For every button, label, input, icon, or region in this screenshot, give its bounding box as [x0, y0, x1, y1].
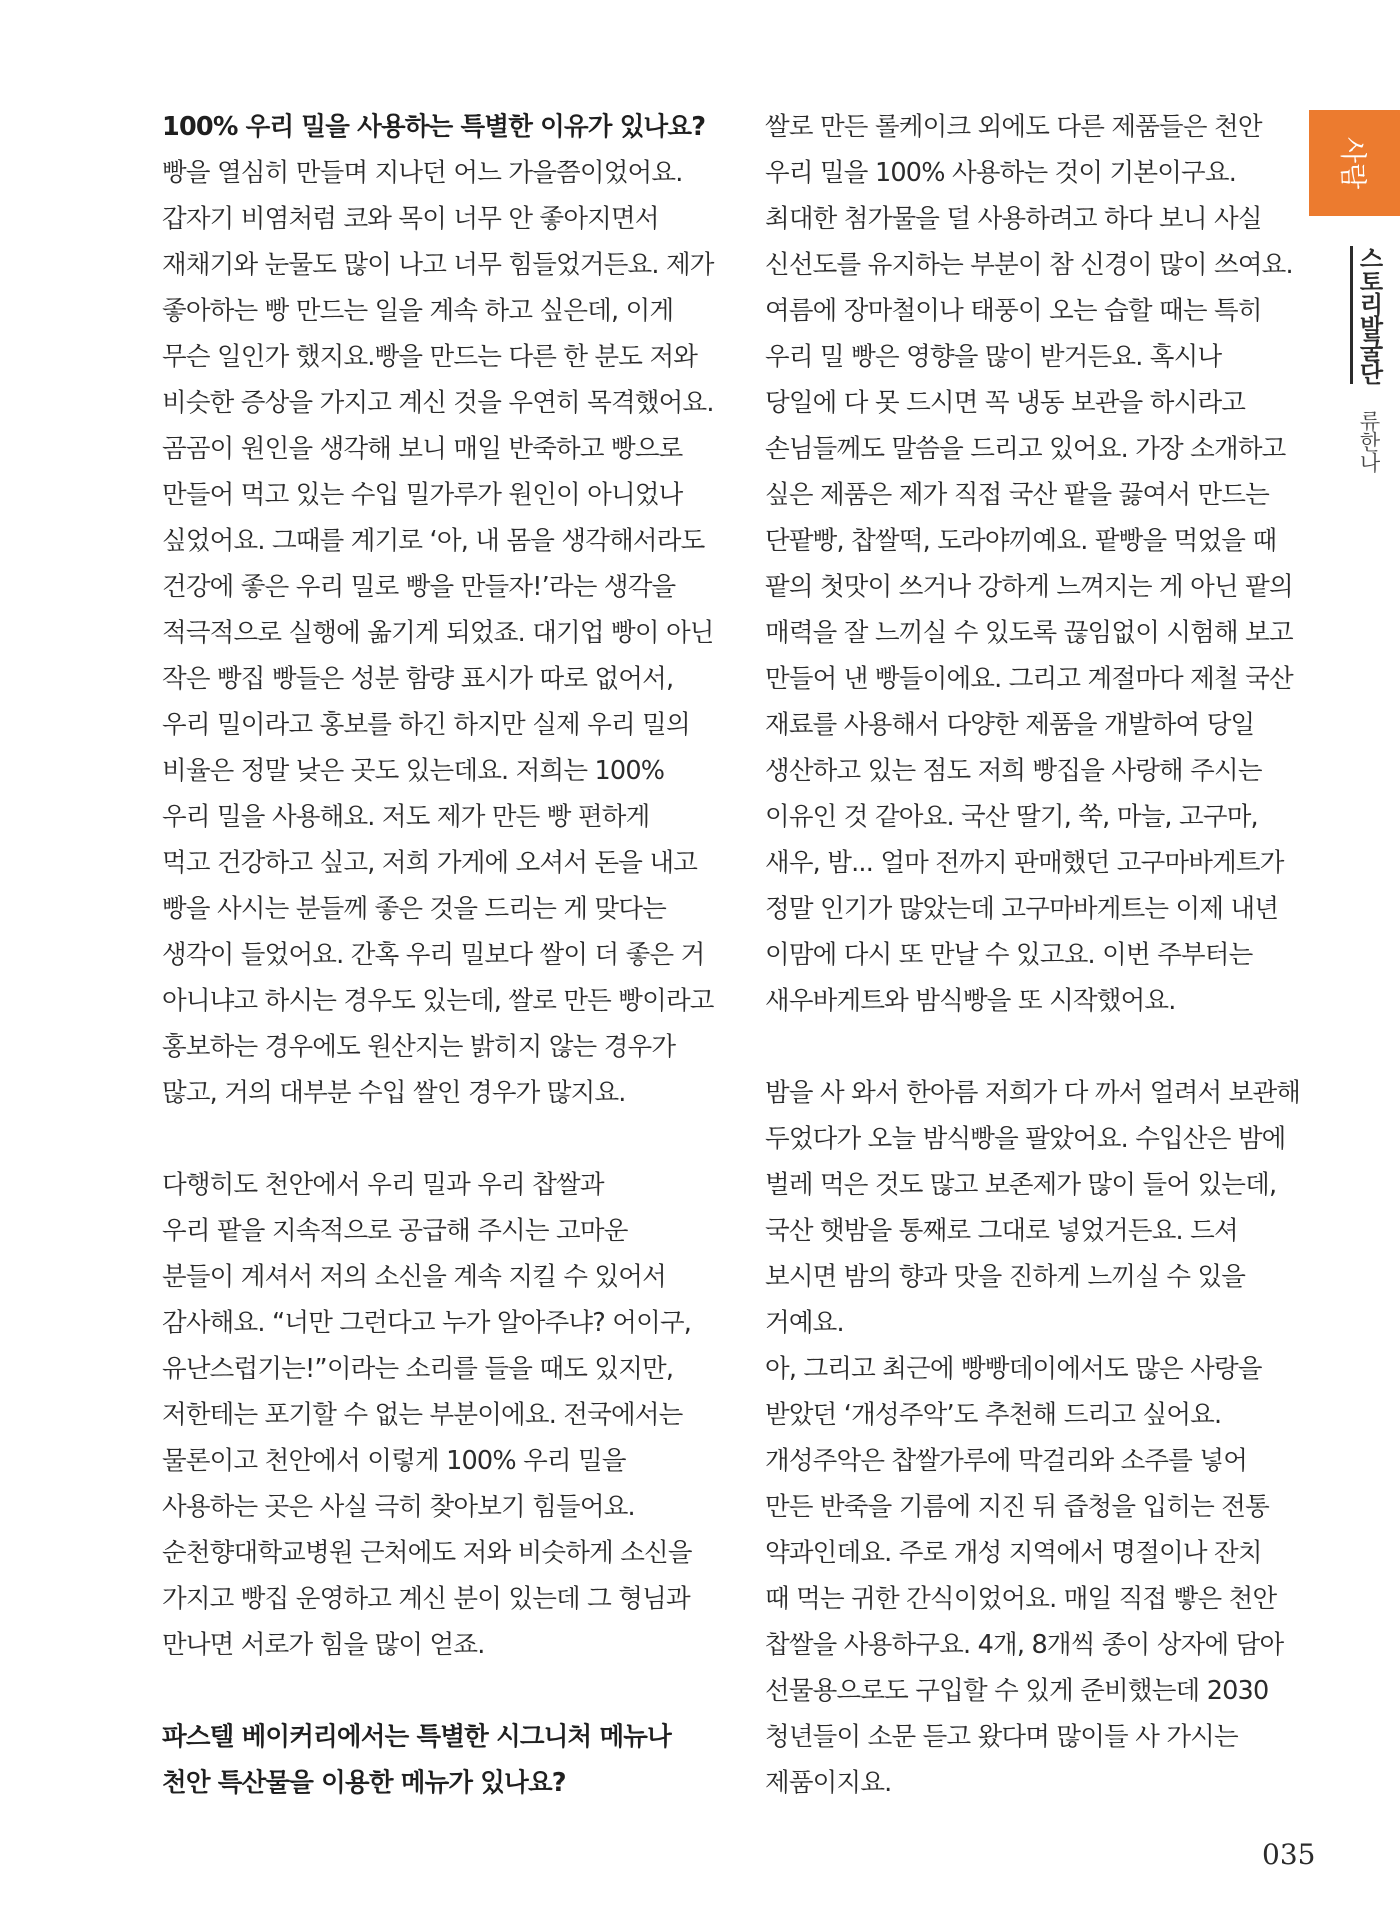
- body-text-line: 우리 밀을 100% 사용하는 것이 기본이구요.: [765, 158, 1237, 188]
- body-text-line: 당일에 다 못 드시면 꼭 냉동 보관을 하시라고: [765, 388, 1246, 418]
- body-text-line: 이유인 것 같아요. 국산 딸기, 쑥, 마늘, 고구마,: [765, 802, 1258, 832]
- body-text-line: 단팥빵, 찹쌀떡, 도라야끼예요. 팥빵을 먹었을 때: [765, 526, 1277, 556]
- body-text-line: 빵을 열심히 만들며 지나던 어느 가을쯤이었어요.: [162, 158, 683, 188]
- body-text-line: 밤을 사 와서 한아름 저희가 다 까서 얼려서 보관해: [765, 1078, 1301, 1108]
- body-text-line: 순천향대학교병원 근처에도 저와 비슷하게 소신을: [162, 1538, 692, 1568]
- body-text-line: 아니냐고 하시는 경우도 있는데, 쌀로 만든 빵이라고: [162, 986, 714, 1016]
- body-text-line: 국산 햇밤을 통째로 그대로 넣었거든요. 드셔: [765, 1216, 1238, 1246]
- body-text-line: 비슷한 증상을 가지고 계신 것을 우연히 목격했어요.: [162, 388, 714, 418]
- body-text-line: 여름에 장마철이나 태풍이 오는 습할 때는 특히: [765, 296, 1262, 326]
- question-heading-line: 100% 우리 밀을 사용하는 특별한 이유가 있나요?: [162, 112, 706, 142]
- body-text-line: 비율은 정말 낮은 곳도 있는데요. 저희는 100%: [162, 756, 665, 786]
- body-text-line: 최대한 첨가물을 덜 사용하려고 하다 보니 사실: [765, 204, 1262, 234]
- section-tab-label: 사람: [1336, 136, 1367, 190]
- question-heading-line: 파스텔 베이커리에서는 특별한 시그니처 메뉴나: [162, 1722, 671, 1752]
- right-text-column: [765, 104, 1301, 1806]
- body-text-line: 개성주악은 찹쌀가루에 막걸리와 소주를 넣어: [765, 1446, 1248, 1476]
- question-heading-line: 천안 특산물을 이용한 메뉴가 있나요?: [162, 1768, 566, 1798]
- body-text-line: 싶었어요. 그때를 계기로 ‘아, 내 몸을 생각해서라도: [162, 526, 705, 556]
- body-text-line: 받았던 ‘개성주악’도 추천해 드리고 싶어요.: [765, 1400, 1222, 1430]
- body-text-line: 물론이고 천안에서 이렇게 100% 우리 밀을: [162, 1446, 626, 1476]
- body-text-line: 우리 밀 빵은 영향을 많이 받거든요. 혹시나: [765, 342, 1222, 372]
- body-text-line: 먹고 건강하고 싶고, 저희 가게에 오셔서 돈을 내고: [162, 848, 698, 878]
- body-text-line: 무슨 일인가 했지요.빵을 만드는 다른 한 분도 저와: [162, 342, 698, 372]
- body-text-line: 저한테는 포기할 수 없는 부분이에요. 전국에서는: [162, 1400, 683, 1430]
- body-text-line: 재료를 사용해서 다양한 제품을 개발하여 당일: [765, 710, 1255, 740]
- paragraph-gap: [162, 1668, 722, 1714]
- body-text-line: 정말 인기가 많았는데 고구마바게트는 이제 내년: [765, 894, 1279, 924]
- body-text-line: 우리 팥을 지속적으로 공급해 주시는 고마운: [162, 1216, 628, 1246]
- body-text-line: 거예요.: [765, 1308, 844, 1338]
- body-text-line: 좋아하는 빵 만드는 일을 계속 하고 싶은데, 이게: [162, 296, 674, 326]
- body-text-line: 팥의 첫맛이 쓰거나 강하게 느껴지는 게 아닌 팥의: [765, 572, 1293, 602]
- body-text-line: 재채기와 눈물도 많이 나고 너무 힘들었거든요. 제가: [162, 250, 714, 280]
- body-text-line: 사용하는 곳은 사실 극히 찾아보기 힘들어요.: [162, 1492, 635, 1522]
- body-text-line: 만들어 낸 빵들이에요. 그리고 계절마다 제철 국산: [765, 664, 1293, 694]
- body-text-line: 홍보하는 경우에도 원산지는 밝히지 않는 경우가: [162, 1032, 676, 1062]
- paragraph-gap: [162, 1116, 722, 1162]
- body-text-line: 만들어 먹고 있는 수입 밀가루가 원인이 아니었나: [162, 480, 683, 510]
- body-text-line: 다행히도 천안에서 우리 밀과 우리 찹쌀과: [162, 1170, 604, 1200]
- body-text-line: 보시면 밤의 향과 맛을 진하게 느끼실 수 있을: [765, 1262, 1246, 1292]
- body-text-line: 새우바게트와 밤식빵을 또 시작했어요.: [765, 986, 1176, 1016]
- body-text-line: 유난스럽기는!”이라는 소리를 들을 때도 있지만,: [162, 1354, 674, 1384]
- body-text-line: 약과인데요. 주로 개성 지역에서 명절이나 잔치: [765, 1538, 1262, 1568]
- body-text-line: 아, 그리고 최근에 빵빵데이에서도 많은 사랑을: [765, 1354, 1262, 1384]
- body-text-line: 쌀로 만든 롤케이크 외에도 다른 제품들은 천안: [765, 112, 1262, 142]
- body-text-line: 매력을 잘 느끼실 수 있도록 끊임없이 시험해 보고: [765, 618, 1293, 648]
- body-text-line: 만나면 서로가 힘을 많이 얻죠.: [162, 1630, 485, 1660]
- body-text-line: 감사해요. “너만 그런다고 누가 알아주냐? 어이구,: [162, 1308, 692, 1338]
- body-text-line: 가지고 빵집 운영하고 계신 분이 있는데 그 형님과: [162, 1584, 690, 1614]
- body-text-line: 두었다가 오늘 밤식빵을 팔았어요. 수입산은 밤에: [765, 1124, 1286, 1154]
- section-tab: [1309, 110, 1400, 216]
- body-text-line: 싶은 제품은 제가 직접 국산 팥을 끓여서 만드는: [765, 480, 1269, 510]
- body-text-line: 손님들께도 말씀을 드리고 있어요. 가장 소개하고: [765, 434, 1286, 464]
- body-text-line: 생각이 들었어요. 간혹 우리 밀보다 쌀이 더 좋은 거: [162, 940, 705, 970]
- body-text-line: 많고, 거의 대부분 수입 쌀인 경우가 많지요.: [162, 1078, 626, 1108]
- body-text-line: 갑자기 비염처럼 코와 목이 너무 안 좋아지면서: [162, 204, 659, 234]
- body-text-line: 건강에 좋은 우리 밀로 빵을 만들자!’라는 생각을: [162, 572, 676, 602]
- body-text-line: 새우, 밤... 얼마 전까지 판매했던 고구마바게트가: [765, 848, 1284, 878]
- body-text-line: 곰곰이 원인을 생각해 보니 매일 반죽하고 빵으로: [162, 434, 683, 464]
- body-text-line: 우리 밀이라고 홍보를 하긴 하지만 실제 우리 밀의: [162, 710, 690, 740]
- body-text-line: 우리 밀을 사용해요. 저도 제가 만든 빵 편하게: [162, 802, 650, 832]
- paragraph-gap: [765, 1024, 1295, 1070]
- left-text-column: [162, 104, 722, 1806]
- body-text-line: 작은 빵집 빵들은 성분 함량 표시가 따로 없어서,: [162, 664, 674, 694]
- body-text-line: 신선도를 유지하는 부분이 참 신경이 많이 쓰여요.: [765, 250, 1293, 280]
- body-text-line: 때 먹는 귀한 간식이었어요. 매일 직접 빻은 천안: [765, 1584, 1277, 1614]
- body-text-line: 선물용으로도 구입할 수 있게 준비했는데 2030: [765, 1676, 1269, 1706]
- body-text-line: 적극적으로 실행에 옮기게 되었죠. 대기업 빵이 아닌: [162, 618, 714, 648]
- body-text-line: 제품이지요.: [765, 1768, 892, 1798]
- body-text-line: 빵을 사시는 분들께 좋은 것을 드리는 게 맞다는: [162, 894, 666, 924]
- page-number: 035: [1262, 1838, 1316, 1871]
- body-text-line: 이맘에 다시 또 만날 수 있고요. 이번 주부터는: [765, 940, 1253, 970]
- body-text-line: 청년들이 소문 듣고 왔다며 많이들 사 가시는: [765, 1722, 1238, 1752]
- body-text-line: 생산하고 있는 점도 저희 빵집을 사랑해 주시는: [765, 756, 1262, 786]
- series-header: [1352, 246, 1387, 473]
- body-text-line: 벌레 먹은 것도 많고 보존제가 많이 들어 있는데,: [765, 1170, 1277, 1200]
- body-text-line: 만든 반죽을 기름에 지진 뒤 즙청을 입히는 전통: [765, 1492, 1269, 1522]
- body-text-line: 분들이 계셔서 저의 소신을 계속 지킬 수 있어서: [162, 1262, 666, 1292]
- reporter-name: 류한나: [1357, 410, 1381, 473]
- series-title: 스토리발굴단: [1350, 246, 1383, 384]
- body-text-line: 찹쌀을 사용하구요. 4개, 8개씩 종이 상자에 담아: [765, 1630, 1284, 1660]
